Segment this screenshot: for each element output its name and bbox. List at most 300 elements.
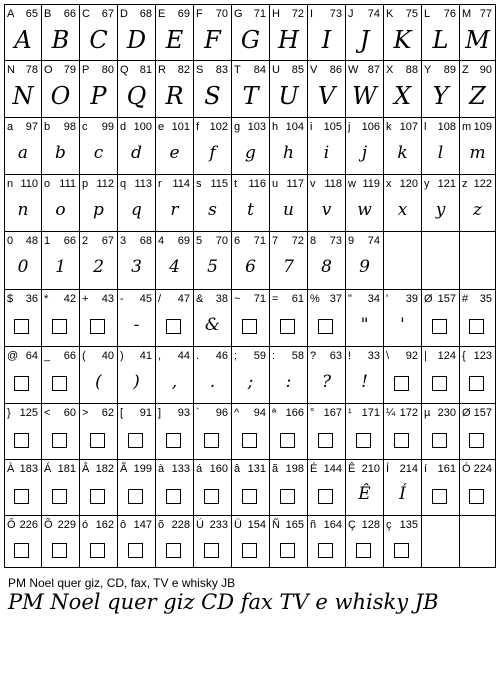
char-code: 120 (399, 178, 418, 190)
char-label: m (462, 121, 472, 133)
char-cell (4, 232, 42, 290)
char-cell (384, 347, 422, 404)
missing-glyph-icon (280, 489, 295, 504)
char-code: 73 (329, 235, 342, 247)
glyph-sample: ! (361, 371, 368, 392)
missing-glyph-icon (280, 319, 295, 334)
missing-glyph-icon (166, 433, 181, 448)
char-code: 75 (405, 8, 418, 20)
missing-glyph-box (270, 420, 307, 457)
char-cell (346, 516, 384, 568)
char-label: Ã (120, 463, 128, 475)
char-code: 83 (215, 64, 228, 76)
char-code: 84 (253, 64, 266, 76)
missing-glyph-box (384, 420, 421, 457)
char-code: 104 (285, 121, 304, 133)
glyph-sample: H (278, 25, 299, 54)
char-cell (80, 404, 118, 460)
char-cell (460, 175, 496, 232)
char-label: Â (82, 463, 90, 475)
glyph-sample: Í (399, 484, 406, 504)
glyph-sample: u (283, 199, 294, 220)
char-cell (270, 61, 308, 118)
char-cell (460, 4, 496, 61)
char-code: 66 (63, 235, 76, 247)
char-label: - (120, 293, 124, 305)
char-label: Ç (348, 519, 356, 531)
char-label: ; (234, 350, 238, 362)
char-cell (270, 118, 308, 175)
empty-cell (422, 516, 460, 568)
missing-glyph-icon (128, 433, 143, 448)
char-code: 116 (248, 178, 266, 190)
glyph-sample: t (247, 199, 254, 220)
char-cell (270, 460, 308, 516)
char-cell (308, 516, 346, 568)
glyph-sample: Z (469, 82, 486, 110)
char-code: 181 (57, 463, 76, 475)
glyph-sample: 1 (55, 257, 66, 277)
char-label: ã (272, 463, 279, 475)
char-code: 71 (253, 8, 266, 20)
char-cell (80, 175, 118, 232)
missing-glyph-box (308, 476, 345, 513)
glyph-sample: : (285, 371, 292, 392)
glyph-sample: z (473, 199, 482, 220)
char-cell (422, 290, 460, 347)
char-cell (270, 175, 308, 232)
char-cell (270, 347, 308, 404)
char-code: 172 (399, 407, 418, 419)
char-label: Z (462, 64, 469, 76)
char-cell (4, 404, 42, 460)
char-label: X (386, 64, 394, 76)
char-cell (460, 118, 496, 175)
char-label: a (7, 121, 14, 133)
missing-glyph-box (308, 532, 345, 565)
char-code: 78 (25, 64, 38, 76)
char-code: 106 (361, 121, 380, 133)
glyph-sample: E (165, 25, 184, 54)
char-cell (422, 460, 460, 516)
empty-cell (460, 516, 496, 568)
char-code: 91 (139, 407, 152, 419)
char-cell (4, 290, 42, 347)
glyph-sample: S (204, 82, 221, 110)
char-cell (346, 118, 384, 175)
char-label: Ú (196, 519, 204, 531)
char-cell (232, 4, 270, 61)
char-cell (270, 290, 308, 347)
char-cell (118, 61, 156, 118)
glyph-sample: m (469, 142, 486, 163)
glyph-sample: B (51, 25, 70, 54)
char-code: 66 (63, 8, 76, 20)
char-label: 0 (7, 235, 14, 247)
char-label: i (310, 121, 313, 133)
empty-cell (422, 232, 460, 290)
missing-glyph-box (156, 476, 193, 513)
missing-glyph-icon (242, 489, 257, 504)
char-label: _ (44, 350, 51, 362)
char-code: 210 (361, 463, 380, 475)
char-cell (270, 516, 308, 568)
char-label: E (158, 8, 166, 20)
char-cell (118, 404, 156, 460)
glyph-sample: , (171, 371, 178, 392)
missing-glyph-box (232, 420, 269, 457)
char-code: 40 (101, 350, 114, 362)
char-code: 92 (405, 350, 418, 362)
missing-glyph-box (346, 532, 383, 565)
char-code: 123 (473, 350, 492, 362)
missing-glyph-icon (52, 543, 67, 558)
missing-glyph-icon (432, 433, 447, 448)
char-cell (194, 460, 232, 516)
char-label: Ø (462, 407, 471, 419)
char-cell (460, 61, 496, 118)
glyph-sample: r (170, 199, 179, 220)
char-label: À (7, 463, 15, 475)
char-label: Ô (7, 519, 16, 531)
missing-glyph-icon (318, 319, 333, 334)
glyph-sample: o (55, 199, 66, 220)
char-code: 68 (139, 235, 152, 247)
char-cell (270, 232, 308, 290)
glyph-sample: G (240, 25, 261, 54)
char-code: 65 (25, 8, 38, 20)
char-code: 107 (399, 121, 418, 133)
char-code: 166 (285, 407, 304, 419)
missing-glyph-box (460, 306, 495, 344)
char-code: 98 (63, 121, 76, 133)
char-code: 58 (291, 350, 304, 362)
char-code: 79 (63, 64, 76, 76)
glyph-sample: P (90, 82, 107, 110)
char-cell (42, 61, 80, 118)
char-cell (118, 4, 156, 61)
glyph-sample: s (208, 199, 217, 220)
char-cell (42, 290, 80, 347)
char-label: ~ (234, 293, 241, 305)
missing-glyph-icon (469, 376, 484, 391)
char-cell (232, 175, 270, 232)
char-code: 144 (323, 463, 342, 475)
char-cell (42, 404, 80, 460)
char-code: 224 (473, 463, 492, 475)
glyph-sample: U (278, 82, 299, 110)
char-label: d (120, 121, 127, 133)
char-code: 77 (479, 8, 492, 20)
char-code: 68 (139, 8, 152, 20)
char-label: ñ (310, 519, 317, 531)
char-code: 165 (285, 519, 304, 531)
glyph-sample: 8 (321, 257, 332, 277)
char-cell (460, 347, 496, 404)
missing-glyph-icon (14, 376, 29, 391)
char-cell (194, 118, 232, 175)
char-cell (346, 347, 384, 404)
char-cell (422, 4, 460, 61)
char-code: 182 (95, 463, 114, 475)
char-code: 122 (473, 178, 492, 190)
missing-glyph-icon (14, 543, 29, 558)
char-code: 157 (437, 293, 456, 305)
char-label: n (7, 178, 14, 190)
char-label: I (310, 8, 314, 20)
char-label: : (272, 350, 276, 362)
char-code: 118 (324, 178, 342, 190)
char-code: 48 (25, 235, 38, 247)
char-cell (4, 460, 42, 516)
char-label: r (158, 178, 162, 190)
missing-glyph-icon (469, 319, 484, 334)
char-cell (422, 118, 460, 175)
char-cell (384, 404, 422, 460)
char-code: 69 (177, 235, 190, 247)
char-label: u (272, 178, 279, 190)
char-label: $ (7, 293, 14, 305)
char-cell (118, 460, 156, 516)
glyph-sample: O (50, 82, 71, 110)
char-cell (42, 516, 80, 568)
char-cell (194, 347, 232, 404)
missing-glyph-box (118, 476, 155, 513)
char-label: g (234, 121, 241, 133)
glyph-sample: 4 (169, 257, 180, 277)
missing-glyph-box (5, 532, 41, 565)
missing-glyph-box (384, 532, 421, 565)
char-code: 164 (323, 519, 342, 531)
char-code: 72 (291, 8, 304, 20)
char-label: V (310, 64, 318, 76)
glyph-sample: v (321, 199, 332, 220)
missing-glyph-icon (432, 319, 447, 334)
char-code: 160 (209, 463, 228, 475)
glyph-sample: R (165, 82, 184, 110)
char-label: | (424, 350, 427, 362)
glyph-sample: x (397, 199, 408, 220)
char-label: ! (348, 350, 352, 362)
char-label: H (272, 8, 280, 20)
char-code: 101 (171, 121, 190, 133)
missing-glyph-icon (128, 543, 143, 558)
char-label: á (196, 463, 203, 475)
char-label: â (234, 463, 241, 475)
char-cell (156, 61, 194, 118)
glyph-sample: a (17, 142, 29, 163)
missing-glyph-icon (204, 543, 219, 558)
empty-cell (460, 232, 496, 290)
char-cell (308, 4, 346, 61)
missing-glyph-icon (52, 489, 67, 504)
char-label: o (44, 178, 51, 190)
missing-glyph-box (5, 306, 41, 344)
glyph-sample: q (131, 199, 142, 220)
char-label: / (158, 293, 162, 305)
char-label: e (158, 121, 165, 133)
char-cell (308, 61, 346, 118)
char-code: 80 (101, 64, 114, 76)
char-code: 38 (215, 293, 228, 305)
missing-glyph-icon (280, 543, 295, 558)
char-label: Ê (348, 463, 356, 475)
glyph-sample: V (317, 82, 336, 110)
char-code: 111 (59, 178, 76, 190)
missing-glyph-box (5, 476, 41, 513)
char-code: 171 (361, 407, 380, 419)
glyph-sample: y (435, 199, 446, 220)
char-label: & (196, 293, 204, 305)
char-code: 113 (134, 178, 152, 190)
char-cell (346, 290, 384, 347)
missing-glyph-icon (166, 543, 181, 558)
char-cell (156, 118, 194, 175)
char-label: G (234, 8, 243, 20)
char-cell (118, 118, 156, 175)
missing-glyph-icon (242, 433, 257, 448)
glyph-sample: f (209, 142, 216, 163)
char-cell (460, 290, 496, 347)
char-label: C (82, 8, 90, 20)
char-code: 133 (171, 463, 190, 475)
char-label: Q (120, 64, 129, 76)
char-label: z (462, 178, 468, 190)
char-label: @ (7, 350, 19, 362)
missing-glyph-box (5, 363, 41, 401)
char-cell (4, 118, 42, 175)
char-label: y (424, 178, 430, 190)
missing-glyph-icon (242, 543, 257, 558)
char-code: 115 (210, 178, 228, 190)
char-cell (194, 290, 232, 347)
char-label: x (386, 178, 392, 190)
missing-glyph-box (460, 476, 495, 513)
char-code: 34 (367, 293, 380, 305)
char-cell (156, 347, 194, 404)
char-code: 161 (437, 463, 456, 475)
char-label: ª (272, 407, 277, 419)
missing-glyph-icon (242, 319, 257, 334)
missing-glyph-icon (394, 433, 409, 448)
missing-glyph-box (80, 306, 117, 344)
char-label: R (158, 64, 166, 76)
char-cell (42, 4, 80, 61)
char-cell (384, 118, 422, 175)
char-code: 71 (253, 293, 266, 305)
glyph-sample: h (283, 142, 294, 163)
missing-glyph-box (118, 420, 155, 457)
char-code: 229 (57, 519, 76, 531)
char-cell (194, 175, 232, 232)
char-code: 96 (215, 407, 228, 419)
missing-glyph-box (194, 476, 231, 513)
char-code: 60 (63, 407, 76, 419)
missing-glyph-box (308, 420, 345, 457)
char-cell (232, 404, 270, 460)
char-cell (194, 4, 232, 61)
char-cell (346, 232, 384, 290)
missing-glyph-box (156, 420, 193, 457)
glyph-sample: ( (95, 371, 102, 392)
char-cell (308, 460, 346, 516)
missing-glyph-box (80, 476, 117, 513)
char-label: 3 (120, 235, 127, 247)
missing-glyph-icon (52, 433, 67, 448)
missing-glyph-box (422, 420, 459, 457)
char-code: 162 (95, 519, 114, 531)
char-label: N (7, 64, 15, 76)
missing-glyph-box (156, 306, 193, 344)
missing-glyph-box (270, 476, 307, 513)
char-cell (270, 404, 308, 460)
glyph-sample: n (17, 199, 29, 220)
char-label: M (462, 8, 472, 20)
glyph-sample: W (352, 82, 377, 110)
missing-glyph-box (460, 363, 495, 401)
char-label: 2 (82, 235, 89, 247)
char-code: 124 (437, 350, 456, 362)
char-code: 66 (63, 350, 76, 362)
char-label: ( (82, 350, 86, 362)
missing-glyph-icon (394, 376, 409, 391)
char-label: B (44, 8, 52, 20)
glyph-sample: Ê (358, 484, 371, 504)
char-label: à (158, 463, 165, 475)
char-cell (346, 404, 384, 460)
glyph-sample: 0 (17, 257, 29, 277)
char-cell (156, 516, 194, 568)
char-cell (118, 175, 156, 232)
char-cell (384, 61, 422, 118)
missing-glyph-box (5, 420, 41, 457)
missing-glyph-icon (166, 319, 181, 334)
missing-glyph-box (460, 420, 495, 457)
missing-glyph-box (80, 532, 117, 565)
char-cell (384, 4, 422, 61)
glyph-sample: A (14, 25, 32, 54)
char-label: Í (386, 463, 390, 475)
missing-glyph-box (80, 420, 117, 457)
char-cell (194, 61, 232, 118)
char-code: 71 (253, 235, 266, 247)
missing-glyph-icon (432, 489, 447, 504)
char-label: S (196, 64, 204, 76)
char-code: 67 (101, 8, 114, 20)
char-code: 47 (177, 293, 190, 305)
missing-glyph-box (270, 306, 307, 344)
missing-glyph-box (422, 306, 459, 344)
glyph-sample: J (359, 25, 370, 54)
glyph-sample: j (361, 142, 368, 163)
char-cell (156, 4, 194, 61)
char-cell (460, 404, 496, 460)
char-label: ? (310, 350, 317, 362)
char-label: Ü (234, 519, 242, 531)
char-label: P (82, 64, 90, 76)
glyph-sample: I (321, 25, 332, 54)
missing-glyph-icon (90, 319, 105, 334)
missing-glyph-box (232, 532, 269, 565)
char-cell (4, 4, 42, 61)
char-cell (308, 118, 346, 175)
char-code: 64 (25, 350, 38, 362)
glyph-sample: 9 (359, 257, 370, 277)
missing-glyph-icon (432, 376, 447, 391)
char-cell (42, 175, 80, 232)
char-label: 4 (158, 235, 165, 247)
char-code: 74 (367, 235, 380, 247)
